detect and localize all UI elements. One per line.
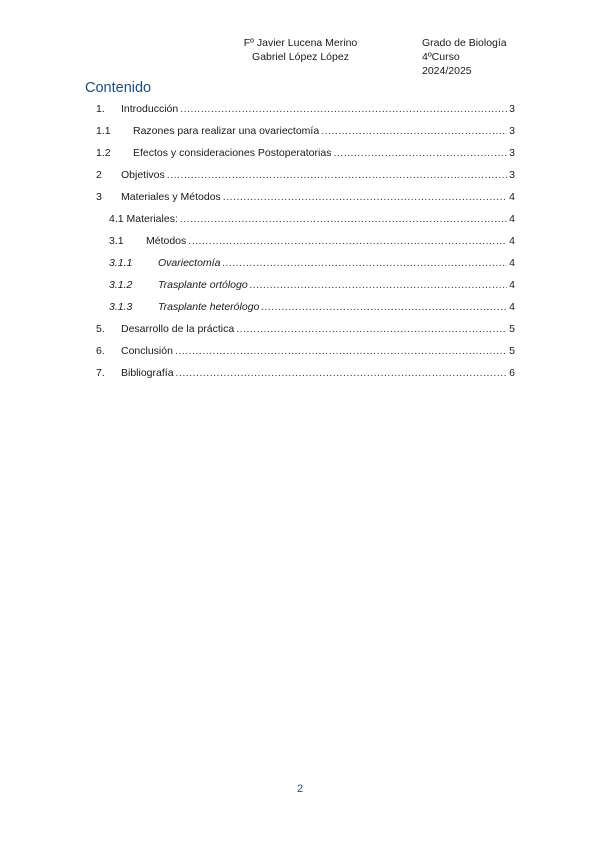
- toc-entry-number: 1.1: [96, 125, 111, 137]
- toc-leader: [180, 98, 507, 120]
- toc-entry-number: 3.1.3: [109, 301, 133, 313]
- toc-entry[interactable]: [96, 340, 515, 362]
- toc-title: Contenido: [85, 80, 152, 96]
- toc-entry-label: Conclusión: [121, 345, 173, 357]
- toc-entry-page: 4: [509, 301, 515, 313]
- degree-label: Grado de Biología: [422, 37, 507, 49]
- toc-entry[interactable]: [96, 274, 515, 296]
- toc-leader: [175, 340, 507, 362]
- table-of-contents: [96, 98, 515, 384]
- toc-entry-label: Razones para realizar una ovariectomía: [133, 125, 320, 137]
- toc-entry-page: 4: [509, 279, 515, 291]
- toc-entry-number: 5.: [96, 323, 105, 335]
- toc-entry[interactable]: [96, 208, 515, 230]
- toc-leader: [223, 186, 507, 208]
- toc-entry[interactable]: [96, 252, 515, 274]
- toc-leader: [236, 318, 507, 340]
- toc-entry-number: 1.2: [96, 147, 111, 159]
- toc-entry-label: Materiales y Métodos: [121, 191, 221, 203]
- toc-entry[interactable]: [96, 186, 515, 208]
- toc-leader: [167, 164, 507, 186]
- toc-entry[interactable]: [96, 296, 515, 318]
- toc-entry-number: 1.: [96, 103, 105, 115]
- toc-entry[interactable]: [96, 98, 515, 120]
- toc-entry-page: 4: [509, 235, 515, 247]
- toc-entry-number: 6.: [96, 345, 105, 357]
- academic-year: 2024/2025: [422, 65, 472, 77]
- toc-entry-number: 7.: [96, 367, 105, 379]
- toc-entry-number: 3.1.2: [109, 279, 133, 291]
- toc-entry-page: 5: [509, 323, 515, 335]
- toc-entry-page: 4: [509, 191, 515, 203]
- toc-leader: [333, 142, 507, 164]
- author-name: Fº Javier Lucena Merino: [243, 37, 358, 49]
- toc-entry-label: Trasplante heterólogo: [158, 301, 260, 313]
- page-number: 2: [296, 783, 304, 795]
- toc-leader: [222, 252, 507, 274]
- toc-leader: [261, 296, 507, 318]
- toc-leader: [321, 120, 507, 142]
- toc-entry[interactable]: [96, 230, 515, 252]
- toc-entry-label: Efectos y consideraciones Postoperatorias: [133, 147, 332, 159]
- author-name: Gabriel López López: [252, 51, 349, 63]
- toc-leader: [188, 230, 507, 252]
- toc-leader: [250, 274, 507, 296]
- toc-entry-label: 4.1 Materiales:: [109, 213, 178, 225]
- toc-entry-page: 6: [509, 367, 515, 379]
- toc-entry-page: 3: [509, 103, 515, 115]
- toc-entry-number: 3.1.1: [109, 257, 133, 269]
- toc-entry[interactable]: [96, 164, 515, 186]
- toc-entry-page: 4: [509, 213, 515, 225]
- header-course-info: [422, 36, 507, 78]
- course-year: 4ºCurso: [422, 51, 460, 63]
- toc-entry[interactable]: [96, 318, 515, 340]
- toc-entry-page: 3: [509, 147, 515, 159]
- toc-entry-label: Bibliografía: [121, 367, 174, 379]
- toc-leader: [176, 362, 508, 384]
- toc-entry-page: 5: [509, 345, 515, 357]
- toc-entry[interactable]: [96, 362, 515, 384]
- toc-entry-page: 3: [509, 125, 515, 137]
- toc-leader: [180, 208, 507, 230]
- toc-entry-label: Métodos: [146, 235, 187, 247]
- toc-entry[interactable]: [96, 142, 515, 164]
- toc-entry-number: 3: [96, 191, 102, 203]
- toc-entry-page: 3: [509, 169, 515, 181]
- toc-entry-label: Ovariectomía: [158, 257, 221, 269]
- toc-entry-label: Trasplante ortólogo: [158, 279, 248, 291]
- toc-entry-number: 2: [96, 169, 102, 181]
- toc-entry-page: 4: [509, 257, 515, 269]
- toc-entry-label: Introducción: [121, 103, 179, 115]
- toc-entry-label: Desarrollo de la práctica: [121, 323, 235, 335]
- header-authors: [228, 36, 373, 64]
- toc-entry-number: 3.1: [109, 235, 124, 247]
- toc-entry-label: Objetivos: [121, 169, 165, 181]
- toc-entry[interactable]: [96, 120, 515, 142]
